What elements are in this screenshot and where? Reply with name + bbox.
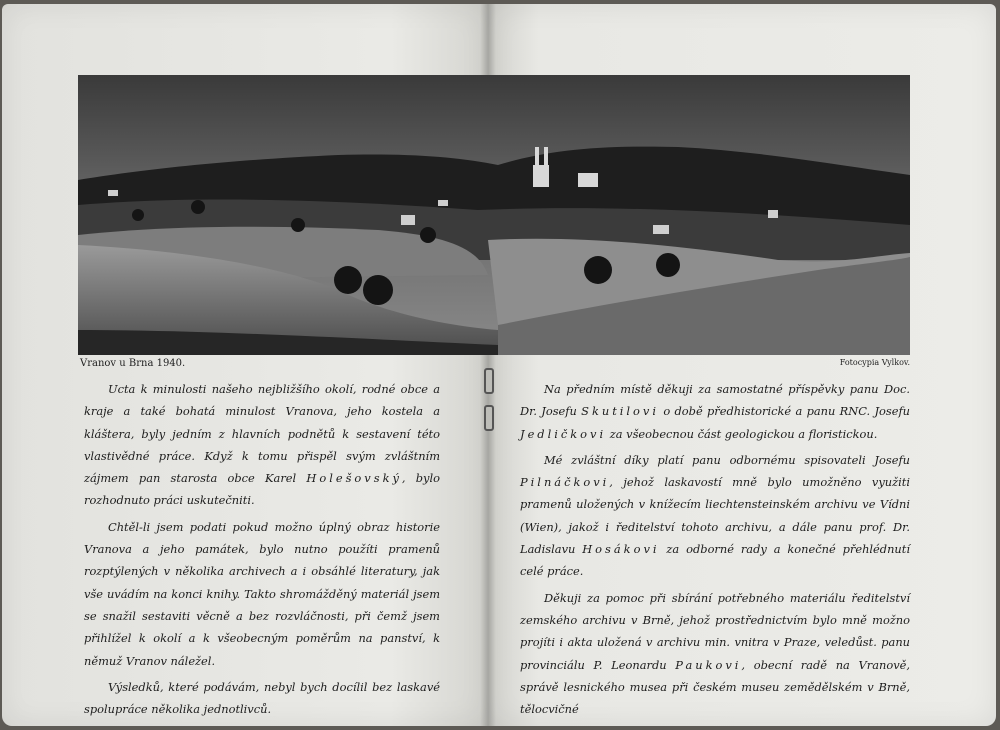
spaced-name: Jedličkovi <box>520 426 607 441</box>
spaced-name: Holešovský <box>306 471 402 486</box>
spaced-name: Hosákovi <box>582 542 660 557</box>
spaced-name: Pilnáčkovi <box>520 475 610 490</box>
right-text-column <box>520 378 910 724</box>
photo-caption-right: Fotocypia Vylkov. <box>839 358 910 367</box>
staple-top <box>484 368 494 394</box>
staple-bottom <box>484 405 494 431</box>
left-paragraph-2: Chtěl-li jsem podati pokud možno úplný obraz historie Vranova a jeho památek, bylo nutno použíti pramenů rozptýlených v několika archivech a i obsáhlé literatury, jak vše uvádím na konci knihy. Takto shromážděný materiál jsem se snažil sestaviti věcně a bez rozvláčnosti, při čemž jsem přihlížel k okolí a k všeobecným poměrům na panství, k němuž Vranov náležel. <box>84 519 440 668</box>
right-paragraph-3: Děkuji za pomoc při sbírání potřebného materiálu ředitelství zemského archivu v Brně, jehož prostřednictvím bylo mně možno projíti i akta uložená v archivu min. vnitra v Praze, veledůst. panu provinciálu P. Leonardu Paukovi, obecní radě na Vranově, správě lesnického musea při českém museu zemědělském v Brně, tělocvičné <box>520 590 910 717</box>
left-paragraph-3: Výsledků, které podávám, nebyl bych docílil bez laskavé spolupráce několika jednotlivců. <box>84 679 440 717</box>
photo-caption-left: Vranov u Brna 1940. <box>80 358 186 369</box>
right-paragraph-1: Na předním místě děkuji za samostatné příspěvky panu Doc. Dr. Josefu Skutilovi o době předhistorické a panu RNC. Josefu Jedličkovi za všeobecnou část geologickou a floristickou. <box>520 382 911 441</box>
left-text-column <box>84 378 440 724</box>
right-paragraph-2: Mé zvláštní díky platí panu odbornému spisovateli Josefu Pilnáčkovi, jehož laskavostí mně bylo umožněno využiti pramenů uložených v knížecím liechtensteinském archivu ve Vídni (Wien), jakož i ředitelství tohoto archivu, a dále panu prof. Dr. Ladislavu Hosákovi za odborné rady a konečné přehlédnutí celé práce. <box>520 452 910 579</box>
left-paragraph-1: Ucta k minulosti našeho nejbližšího okolí, rodné obce a kraje a také bohatá minulost Vranova, jeho kostela a kláštera, byly jedním z hlavních podnětů k sestavení této vlastivědné práce. Když k tomu přispěl svým zvláštním zájmem pan starosta obce Karel Holešovský, bylo rozhodnuto práci uskutečniti. <box>84 382 440 508</box>
landscape-photo <box>78 75 910 355</box>
spaced-name: Skutilovi <box>581 404 659 419</box>
spaced-name: Paukovi <box>675 657 742 672</box>
